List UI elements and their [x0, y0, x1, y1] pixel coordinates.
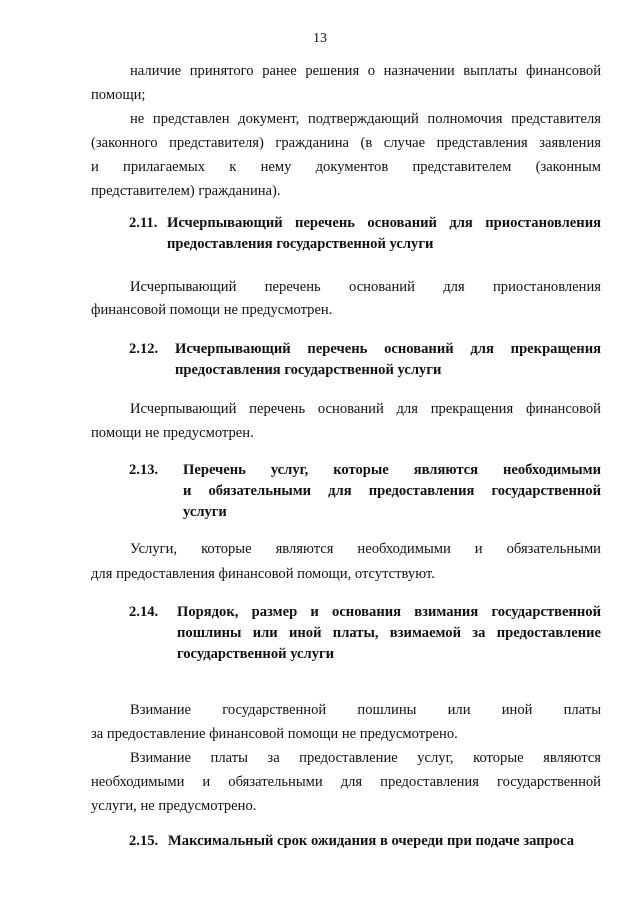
- section-heading-2-13: [129, 460, 601, 523]
- paragraph-line: финансовой помощи не предусмотрен.: [91, 302, 333, 318]
- paragraph-line: Услуги, которые являются необходимыми и обязательными: [130, 541, 601, 557]
- paragraph-line: помощи;: [91, 87, 146, 103]
- paragraph-line: для предоставления финансовой помощи, отсутствуют.: [91, 566, 435, 582]
- section-number: 2.11.: [129, 215, 158, 231]
- paragraph-line: Взимание платы за предоставление услуг, которые являются: [130, 750, 601, 766]
- section-number: 2.14.: [129, 604, 159, 620]
- paragraph-line: Исчерпывающий перечень оснований для приостановления: [130, 279, 601, 295]
- paragraph-line: и прилагаемых к нему документов представителем (законным: [91, 159, 601, 175]
- section-heading-2-14: [129, 602, 601, 665]
- section-title-line: услуги: [183, 504, 227, 520]
- section-title-line: Исчерпывающий перечень оснований для прекращения: [175, 341, 601, 357]
- section-title-line: и обязательными для предоставления государственной: [183, 483, 601, 499]
- section-title-line: Порядок, размер и основания взимания государственной: [177, 604, 601, 620]
- section-title-line: пошлины или иной платы, взимаемой за предоставление: [177, 625, 601, 641]
- paragraph-line: (законного представителя) гражданина (в случае представления заявления: [91, 135, 601, 151]
- section-title-line: предоставления государственной услуги: [175, 362, 442, 378]
- section-title-line: Максимальный срок ожидания в очереди при подаче запроса: [168, 833, 575, 849]
- section-title-line: государственной услуги: [177, 646, 335, 662]
- paragraph-line: помощи не предусмотрен.: [91, 425, 254, 441]
- paragraph-line: наличие принятого ранее решения о назначении выплаты финансовой: [130, 63, 601, 79]
- section-number: 2.12.: [129, 341, 159, 357]
- paragraph-line: Исчерпывающий перечень оснований для прекращения финансовой: [130, 401, 601, 417]
- section-number: 2.15.: [129, 833, 159, 849]
- paragraph-line: не представлен документ, подтверждающий полномочия представителя: [130, 111, 601, 127]
- section-heading-2-15: [129, 831, 601, 852]
- page-number: 13: [313, 31, 327, 46]
- paragraph-line: представителем) гражданина).: [91, 183, 281, 199]
- section-title-line: Исчерпывающий перечень оснований для приостановления: [167, 215, 601, 231]
- section-heading-2-12: [129, 339, 601, 381]
- section-number: 2.13.: [129, 462, 159, 478]
- paragraph-line: за предоставление финансовой помощи не предусмотрено.: [91, 726, 458, 742]
- paragraph-line: Взимание государственной пошлины или иной платы: [130, 702, 601, 718]
- paragraph-line: услуги, не предусмотрено.: [91, 798, 257, 814]
- section-heading-2-11: [129, 213, 601, 255]
- section-title-line: предоставления государственной услуги: [167, 236, 434, 252]
- section-title-line: Перечень услуг, которые являются необходимыми: [183, 462, 601, 478]
- paragraph-line: необходимыми и обязательными для предоставления государственной: [91, 774, 601, 790]
